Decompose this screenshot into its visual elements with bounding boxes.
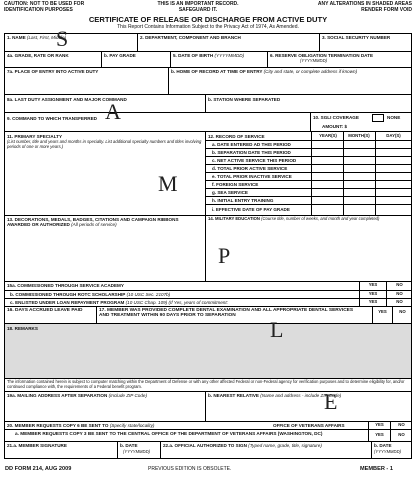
no-17[interactable]: NO — [399, 309, 406, 314]
field-20a-label: a. MEMBER REQUESTS COPY 3 BE SENT TO THE CENTRAL OFFICE OF THE DEPARTMENT OF VETERANS AFFAIRS (WASHINGTON, DC) — [15, 431, 323, 436]
service-row-d: d. TOTAL PRIOR ACTIVE SERVICE — [212, 166, 288, 171]
form-title: CERTIFICATE OF RELEASE OR DISCHARGE FROM ACTIVE DUTY — [88, 15, 328, 24]
field-21a-label: 21.a. MEMBER SIGNATURE — [7, 443, 67, 448]
field-4a-label: 4a. GRADE, RATE OR RANK — [7, 53, 69, 58]
no-15a[interactable]: NO — [396, 282, 403, 287]
field-11-label: 11. PRIMARY SPECIALTY — [7, 134, 63, 139]
field-22a-label: 22.a. OFFICIAL AUTHORIZED TO SIGN (Typed name, grade, title, signature) — [163, 443, 322, 448]
service-row-e: e. TOTAL PRIOR INACTIVE SERVICE — [212, 174, 292, 179]
sgli-none-checkbox[interactable] — [372, 114, 384, 122]
yes-20[interactable]: YES — [375, 422, 384, 427]
field-5-label: 5. DATE OF BIRTH (YYYYMMDD) — [173, 53, 245, 58]
yes-15c[interactable]: YES — [368, 299, 378, 304]
important-record-notice: THIS IS AN IMPORTANT RECORD. SAFEGUARD IT. — [157, 1, 239, 13]
field-8a-label: 8a. LAST DUTY ASSIGNMENT AND MAJOR COMMAND — [7, 97, 127, 102]
service-row-f: f. FOREIGN SERVICE — [212, 182, 259, 187]
no-20[interactable]: NO — [398, 422, 405, 427]
field-4b-label: b. PAY GRADE — [104, 53, 136, 58]
service-row-h: h. INITIAL ENTRY TRAINING — [212, 198, 274, 203]
service-row-g: g. SEA SERVICE — [212, 190, 248, 195]
watermark-letter-a: A — [105, 99, 121, 124]
yes-15a[interactable]: YES — [368, 282, 378, 287]
field-1-label: 1. NAME (Last, First, Middle) — [7, 35, 67, 40]
service-row-c: c. NET ACTIVE SERVICE THIS PERIOD — [212, 158, 297, 163]
sgli-amount-label: AMOUNT: $ — [322, 124, 348, 129]
field-20-label: 20. MEMBER REQUESTS COPY 6 BE SENT TO (Specify state/locality) — [7, 423, 155, 428]
field-19b-label: b. NEAREST RELATIVE (Name and address - include ZIP Code) — [208, 393, 342, 398]
field-12-label: 12. RECORD OF SERVICE — [208, 134, 265, 139]
watermark-letter-p: P — [218, 243, 231, 268]
field-15c-label: c. ENLISTED UNDER LOAN REPAYMENT PROGRAM (10 USC Chap. 109) (If Yes, years of commitment: — [10, 300, 228, 305]
field-7b-label: b. HOME OF RECORD AT TIME OF ENTRY (City and state, or complete address if known) — [171, 69, 358, 74]
watermark-letter-l: L — [270, 317, 284, 342]
edition-notice: PREVIOUS EDITION IS OBSOLETE. — [148, 466, 232, 472]
form-subtitle: This Report Contains Information Subject to the Privacy Act of 1974, As Amended. — [117, 24, 299, 30]
no-20a[interactable]: NO — [398, 432, 405, 437]
field-3-label: 3. SOCIAL SECURITY NUMBER — [322, 35, 391, 40]
yes-15b[interactable]: YES — [368, 291, 378, 296]
field-16-label: 16. DAYS ACCRUED LEAVE PAID — [7, 308, 83, 313]
field-2-label: 2. DEPARTMENT, COMPONENT AND BRANCH — [140, 35, 241, 40]
form-number: DD FORM 214, AUG 2009 — [5, 466, 72, 472]
field-17-label: 17. MEMBER WAS PROVIDED COMPLETE DENTAL EXAMINATION AND ALL APPROPRIATE DENTAL SERVICES AND TREATMENT WITHIN 90 DAYS PRIOR TO SEPARATION — [99, 308, 354, 319]
watermark-letter-s: S — [56, 26, 69, 51]
field-22b-label: b. DATE — [374, 443, 392, 448]
field-15b-label: b. COMMISSIONED THROUGH ROTC SCHOLARSHIP (10 USC Sec. 2107b) — [10, 292, 171, 297]
watermark-letter-m: M — [158, 171, 178, 196]
service-row-b: b. SEPARATION DATE THIS PERIOD — [212, 150, 291, 155]
field-18-label: 18. REMARKS — [7, 326, 38, 331]
field-14-label: 14. MILITARY EDUCATION (Course title, number of weeks, and month and year completed) — [208, 216, 380, 221]
field-15a-label: 15a. COMMISSIONED THROUGH SERVICE ACADEMY — [7, 283, 124, 288]
field-8b-label: b. STATION WHERE SEPARATED — [208, 97, 281, 102]
field-9-label: 9. COMMAND TO WHICH TRANSFERRED — [7, 116, 98, 121]
field-13-label: 13. DECORATIONS, MEDALS, BADGES, CITATIONS AND CAMPAIGN RIBBONS AWARDED OR AUTHORIZED (All periods of service) — [7, 217, 179, 228]
copy-designation: MEMBER - 1 — [360, 466, 393, 472]
service-row-a: a. DATE ENTERED AD THIS PERIOD — [212, 142, 291, 147]
no-15b[interactable]: NO — [396, 291, 403, 296]
watermark-letter-e: E — [324, 389, 338, 414]
field-7a-label: 7a. PLACE OF ENTRY INTO ACTIVE DUTY — [7, 69, 99, 74]
yes-17[interactable]: YES — [378, 309, 387, 314]
field-21b-label: b. DATE — [120, 443, 138, 448]
alterations-notice: ANY ALTERATIONS IN SHADED AREAS RENDER FORM VOID — [317, 1, 412, 13]
service-row-i: i. EFFECTIVE DATE OF PAY GRADE — [212, 207, 290, 212]
veterans-office-label: OFFICE OF VETERANS AFFAIRS — [273, 423, 345, 428]
no-15c[interactable]: NO — [396, 299, 403, 304]
field-6-label: 6. RESERVE OBLIGATION TERMINATION DATE — [270, 53, 374, 58]
field-19a-label: 19a. MAILING ADDRESS AFTER SEPARATION (Include ZIP Code) — [7, 393, 147, 398]
caution-notice: CAUTION: NOT TO BE USED FOR IDENTIFICATION PURPOSES — [4, 1, 85, 13]
field-10-label: 10. SGLI COVERAGE — [313, 115, 359, 120]
computer-matching-disclosure: The information contained herein is subject to computer matching within the Department of Defense or with any other affected Federal or non-Federal agency for verification purposes and to determine eligibility for, and/or continued compliance with, the requirements of a Federal benefit program. — [7, 379, 405, 389]
remarks-area[interactable] — [5, 324, 411, 378]
yes-20a[interactable]: YES — [375, 432, 384, 437]
